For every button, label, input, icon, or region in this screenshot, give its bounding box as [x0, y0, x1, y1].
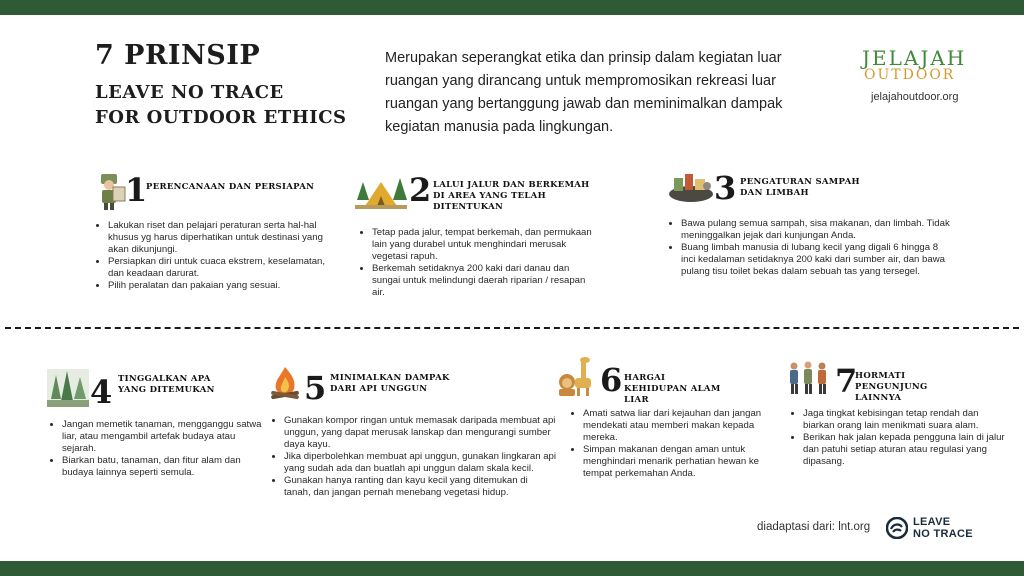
subtitle-line-1: LEAVE NO TRACE	[95, 82, 284, 103]
principle-number: 3	[714, 169, 737, 207]
list-item: • Jaga tingkat kebisingan tetap rendah dan biarkan orang lain menikmati suara alam.	[803, 408, 1008, 432]
principle-points	[270, 415, 556, 499]
principle-title: LALUI JALUR DAN BERKEMAH DI AREA YANG TELAH DITENTUKAN	[433, 180, 590, 212]
list-item: • Buang limbah manusia di lubang kecil yang digali 6 hingga 8 inci kedalaman setidaknya 200 kaki dari sumber air, dan bawa pulang tisu toilet bekas dalam sebuah tas yang tersegel.	[681, 242, 953, 278]
lnt-brand-line-1: LEAVE	[913, 516, 951, 528]
list-item: • Lakukan riset dan pelajari peraturan serta hal-hal khusus yg harus diperhatikan untuk destinasi yang akan dikunjungi.	[108, 220, 330, 256]
source-credit: diadaptasi dari: lnt.org	[757, 521, 871, 533]
intro-text: Merupakan seperangkat etika dan prinsip dalam kegiatan luar ruangan yang dirancang untuk mempromosikan rekreasi luar ruangan yang bertanggung jawab dan meminimalkan dampak kegiatan manusia pada lingkungan.	[385, 50, 783, 135]
principle-number: 6	[600, 361, 623, 399]
principle-title: HARGAI KEHIDUPAN ALAM LIAR	[624, 373, 721, 405]
section-divider	[5, 327, 1019, 329]
list-item: • Bawa pulang semua sampah, sisa makanan, dan limbah. Tidak meninggalkan jejak dari kunjungan Anda.	[681, 218, 953, 242]
list-item: • Persiapkan diri untuk cuaca ekstrem, keselamatan, dan keadaan darurat.	[108, 256, 330, 280]
lnt-brand-line-2: NO TRACE	[913, 528, 973, 540]
principle-6	[557, 356, 777, 496]
principle-title: MINIMALKAN DAMPAK DARI API UNGGUN	[330, 373, 450, 394]
subtitle-line-2: FOR OUTDOOR ETHICS	[95, 107, 347, 128]
leave-no-trace-logo	[886, 515, 981, 543]
hiker-with-map-icon	[95, 170, 127, 210]
page-subtitle	[95, 80, 347, 130]
principle-title: HORMATI PENGUNJUNG LAINNYA	[855, 371, 928, 403]
jelajah-outdoor-logo	[862, 48, 972, 82]
logo-line-2: OUTDOOR	[864, 67, 956, 83]
principle-number: 2	[409, 171, 432, 209]
list-item: • Tetap pada jalur, tempat berkemah, dan permukaan lain yang durabel untuk menghindari merusak vegetasi rapuh.	[372, 227, 597, 263]
tent-camp-icon	[355, 172, 407, 210]
principle-points	[358, 227, 597, 299]
principle-number: 4	[90, 373, 113, 411]
principle-title: PERENCANAAN DAN PERSIAPAN	[146, 182, 315, 192]
principle-number: 7	[835, 362, 858, 400]
principle-points	[569, 408, 788, 480]
list-item: • Amati satwa liar dari kejauhan dan jangan mendekati atau memberi makan kepada mereka.	[583, 408, 788, 444]
wild-animals-icon	[557, 356, 601, 398]
list-item: • Simpan makanan dengan aman untuk menghindari menarik perhatian hewan ke tempat perkemahan Anda.	[583, 444, 788, 480]
list-item: • Biarkan batu, tanaman, dan fitur alam dan budaya lainnya seperti semula.	[62, 455, 268, 479]
principle-5	[268, 365, 557, 515]
list-item: • Pilih peralatan dan pakaian yang sesuai.	[108, 280, 330, 292]
trash-pile-icon	[668, 170, 714, 202]
principle-3	[668, 170, 948, 300]
list-item: • Jangan memetik tanaman, mengganggu satwa liar, atau mengambil artefak budaya atau sejarah.	[62, 419, 268, 455]
list-item: • Berkemah setidaknya 200 kaki dari danau dan sungai untuk melindungi daerah riparian / resapan air.	[372, 263, 597, 299]
logo-line-1: JELAJAH	[862, 46, 967, 70]
leave-no-trace-swirl-icon	[886, 517, 908, 539]
bottom-band	[0, 561, 1024, 576]
principle-7	[787, 361, 1007, 491]
list-item: • Berikan hak jalan kepada pengguna lain di jalur dan patuhi setiap aturan atau regulasi yang dipasang.	[803, 432, 1008, 468]
campfire-icon	[268, 365, 302, 401]
principle-points	[48, 419, 268, 479]
list-item: • Gunakan kompor ringan untuk memasak daripada membuat api unggun, yang dapat merusak lanskap dan mengurangi sumber daya kayu.	[284, 415, 556, 451]
list-item: • Gunakan hanya ranting dan kayu kecil yang ditemukan di tanah, dan jangan pernah menebang vegetasi hidup.	[284, 475, 556, 499]
top-band	[0, 0, 1024, 15]
principle-4	[47, 369, 267, 489]
page-title: 7 PRINSIP	[95, 40, 261, 71]
principle-1	[95, 170, 325, 300]
principle-points	[667, 218, 953, 278]
logo-url: jelajahoutdoor.org	[871, 91, 959, 103]
list-item: • Jika diperbolehkan membuat api unggun, gunakan lingkaran api yang sudah ada dan buatlah api unggun dalam skala kecil.	[284, 451, 556, 475]
principle-points	[94, 220, 330, 292]
principle-title: TINGGALKAN APA YANG DITEMUKAN	[118, 374, 215, 395]
principle-number: 5	[304, 369, 327, 407]
principle-2	[355, 172, 595, 302]
forest-icon	[47, 369, 89, 407]
principle-number: 1	[125, 171, 148, 209]
hikers-group-icon	[787, 361, 831, 395]
principle-title: PENGATURAN SAMPAH DAN LIMBAH	[740, 177, 860, 198]
principle-points	[789, 408, 1008, 468]
